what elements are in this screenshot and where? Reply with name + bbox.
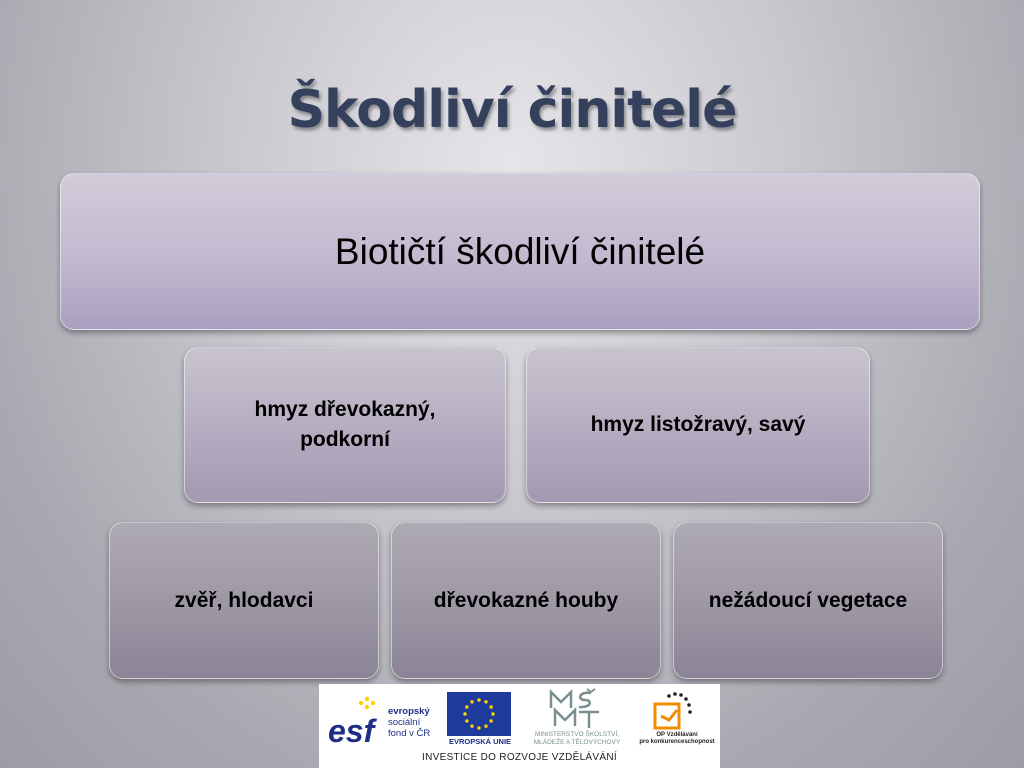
op-logo-icon <box>649 690 695 732</box>
op-label <box>637 732 717 746</box>
msmt-label <box>515 731 639 747</box>
eu-star-icon <box>489 719 492 722</box>
eu-label: EVROPSKÁ UNIE <box>448 737 512 746</box>
eu-star-icon <box>470 700 473 703</box>
eu-star-icon <box>484 724 487 727</box>
msmt-logo-icon <box>547 688 605 730</box>
eu-star-icon <box>470 724 473 727</box>
eu-star-icon <box>484 700 487 703</box>
category-box-vegetation <box>673 522 943 679</box>
category-box-wood-fungi <box>391 522 661 679</box>
category-label-line1: hmyz dřevokazný, <box>254 398 436 421</box>
category-box-game-rodents <box>109 522 379 679</box>
op-label-line1: OP Vzdělávání <box>656 732 698 738</box>
eu-star-icon <box>477 698 480 701</box>
category-box-wood-insects <box>184 347 506 503</box>
esf-logo-icon <box>327 690 385 746</box>
investment-slogan: INVESTICE DO ROZVOJE VZDĚLÁVÁNÍ <box>422 752 617 763</box>
funding-logo-bar <box>319 684 720 768</box>
esf-text <box>388 706 430 739</box>
main-category-box <box>60 173 980 330</box>
esf-text-line2: sociální <box>388 717 421 728</box>
category-label-line2: podkorní <box>300 428 390 451</box>
eu-star-icon <box>491 712 494 715</box>
category-label: hmyz listožravý, savý <box>590 413 806 436</box>
eu-flag-icon <box>447 692 511 736</box>
category-label: dřevokazné houby <box>433 588 619 612</box>
category-box-leaf-insects <box>526 347 870 503</box>
main-category-label: Biotičtí škodliví činitelé <box>334 230 706 272</box>
category-label: nežádoucí vegetace <box>708 588 908 612</box>
category-label: zvěř, hlodavci <box>174 588 314 612</box>
slide-title: Škodliví činitelé <box>287 80 737 140</box>
op-label-line2: pro konkurenceschopnost <box>639 739 715 745</box>
msmt-label-line2: MLÁDEŽE A TĚLOVÝCHOVY <box>533 739 621 746</box>
esf-text-line1: evropský <box>388 706 430 717</box>
esf-text-line3: fond v ČR <box>388 728 431 739</box>
eu-star-icon <box>463 712 466 715</box>
eu-star-icon <box>489 705 492 708</box>
eu-star-icon <box>465 719 468 722</box>
svg-text:esf: esf <box>328 713 375 746</box>
eu-star-icon <box>477 726 480 729</box>
msmt-label-line1: MINISTERSTVO ŠKOLSTVÍ, <box>534 731 620 738</box>
eu-star-icon <box>465 705 468 708</box>
